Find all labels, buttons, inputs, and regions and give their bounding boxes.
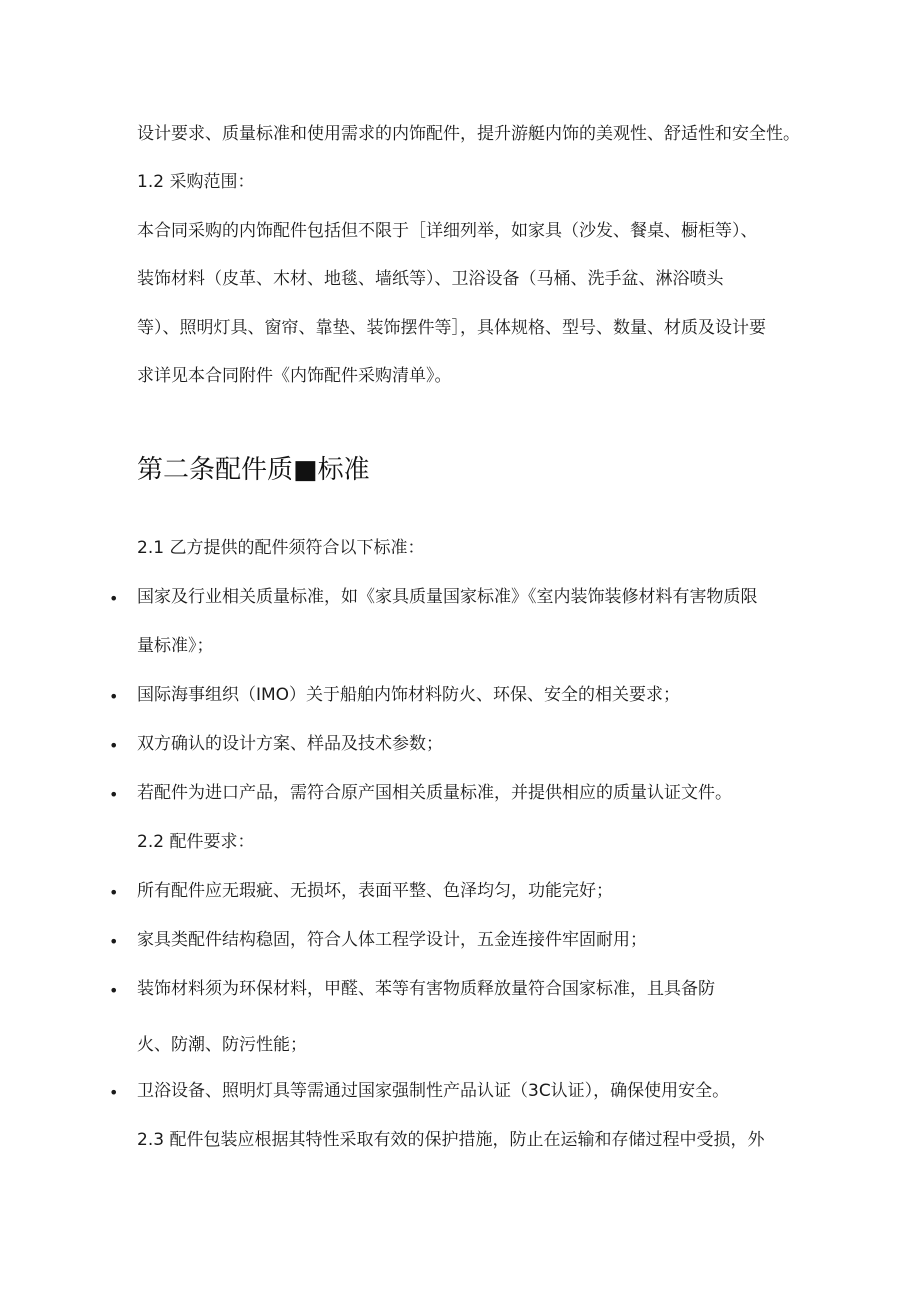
- scope-paragraph-line-2: 装饰材料（皮革、木材、地毯、墙纸等）、卫浴设备（马桶、洗手盆、淋浴喷头: [137, 269, 724, 289]
- subsection-2-1-title: 2.1 乙方提供的配件须符合以下标准：: [137, 538, 425, 558]
- scope-paragraph-line-1: 本合同采购的内饰配件包括但不限于［详细列举，如家具（沙发、餐桌、橱柜等）、: [137, 221, 758, 241]
- standard-item-2: 国际海事组织（IMO）关于船舶内饰材料防火、环保、安全的相关要求；: [137, 685, 681, 705]
- section-2-heading: 第二条配件质■标准: [137, 455, 370, 485]
- bullet-marker: •: [109, 981, 119, 1000]
- bullet-marker: •: [109, 1083, 119, 1102]
- standard-item-1-line-2: 量标准》；: [137, 636, 214, 656]
- subsection-1-2-title: 1.2 采购范围：: [137, 172, 255, 192]
- standard-item-3: 双方确认的设计方案、样品及技术参数；: [137, 734, 443, 754]
- bullet-marker: •: [109, 932, 119, 951]
- bullet-marker: •: [109, 883, 119, 902]
- requirement-item-3-line-2: 火、防潮、防污性能；: [137, 1035, 307, 1055]
- requirement-item-3-line-1: 装饰材料须为环保材料，甲醛、苯等有害物质释放量符合国家标准，且具备防: [137, 979, 715, 999]
- intro-paragraph-tail: 设计要求、质量标准和使用需求的内饰配件，提升游艇内饰的美观性、舒适性和安全性。: [137, 124, 800, 144]
- scope-paragraph-line-4: 求详见本合同附件《内饰配件采购清单》。: [137, 366, 452, 386]
- subsection-2-3-line-1: 2.3 配件包装应根据其特性采取有效的保护措施，防止在运输和存储过程中受损，外: [137, 1130, 765, 1150]
- standard-item-4: 若配件为进口产品，需符合原产国相关质量标准，并提供相应的质量认证文件。: [137, 783, 732, 803]
- bullet-marker: •: [109, 736, 119, 755]
- bullet-marker: •: [109, 589, 119, 608]
- standard-item-1-line-1: 国家及行业相关质量标准，如《家具质量国家标准》《室内装饰装修材料有害物质限: [137, 587, 758, 607]
- requirement-item-1: 所有配件应无瑕疵、无损坏，表面平整、色泽均匀，功能完好；: [137, 881, 613, 901]
- subsection-2-2-title: 2.2 配件要求：: [137, 832, 255, 852]
- bullet-marker: •: [109, 785, 119, 804]
- requirement-item-4: 卫浴设备、照明灯具等需通过国家强制性产品认证（3C认证），确保使用安全。: [137, 1081, 730, 1101]
- requirement-item-2: 家具类配件结构稳固，符合人体工程学设计，五金连接件牢固耐用；: [137, 930, 647, 950]
- bullet-marker: •: [109, 687, 119, 706]
- scope-paragraph-line-3: 等）、照明灯具、窗帘、靠垫、装饰摆件等］，具体规格、型号、数量、材质及设计要: [137, 318, 766, 338]
